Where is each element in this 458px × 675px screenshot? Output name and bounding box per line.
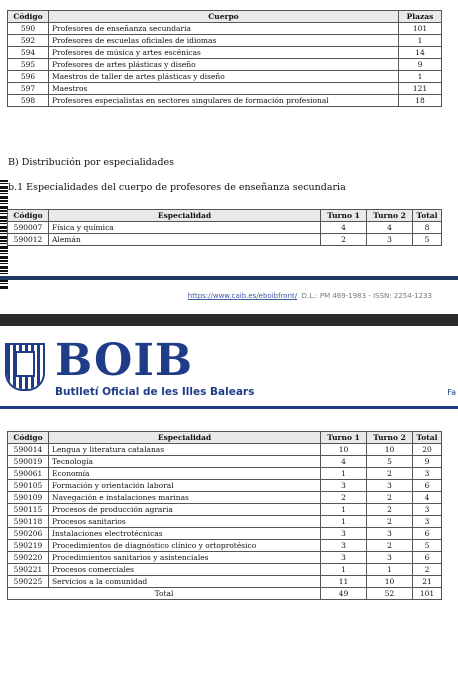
table-row	[8, 504, 442, 516]
table-cell: 4	[367, 222, 413, 234]
table-cell: 2	[413, 564, 442, 576]
table-cell: 3	[367, 528, 413, 540]
table-cell: 590105	[8, 480, 49, 492]
table-cell: 3	[413, 504, 442, 516]
table-row	[8, 540, 442, 552]
column-header: Cuerpo	[49, 11, 399, 23]
table-cell: Procedimientos de diagnóstico clínico y ortoprotésico	[49, 540, 321, 552]
table-cell: 2	[367, 504, 413, 516]
column-header: Especialidad	[49, 210, 321, 222]
table-cell: 4	[413, 492, 442, 504]
table-cell: 6	[413, 480, 442, 492]
table-row	[8, 35, 442, 47]
table-row	[8, 71, 442, 83]
table-cell: 590220	[8, 552, 49, 564]
table-cell: 8	[413, 222, 442, 234]
table-cell: 590007	[8, 222, 49, 234]
table-cell: 590221	[8, 564, 49, 576]
table-cell: 2	[367, 492, 413, 504]
footer-rule	[0, 276, 458, 280]
boib-shield-icon	[5, 343, 45, 391]
column-header: Código	[8, 210, 49, 222]
table-cell: 1	[321, 468, 367, 480]
table-cell: 5	[367, 456, 413, 468]
table-cell: 590061	[8, 468, 49, 480]
table-row	[8, 576, 442, 588]
table-cell: Maestros	[49, 83, 399, 95]
table-cell: 2	[367, 468, 413, 480]
table-cell: 2	[321, 492, 367, 504]
table-row	[8, 47, 442, 59]
table-header-row	[8, 210, 442, 222]
table-cell: Procedimientos sanitarios y asistenciales	[49, 552, 321, 564]
table-row	[8, 528, 442, 540]
table-cell: 4	[321, 222, 367, 234]
table-cell: 5	[413, 540, 442, 552]
table-cell: 6	[413, 528, 442, 540]
column-header: Total	[413, 210, 442, 222]
table-cell: Profesores de escuelas oficiales de idiomas	[49, 35, 399, 47]
table-cell: 595	[8, 59, 49, 71]
table-cell: 6	[413, 552, 442, 564]
total-cell: 101	[413, 588, 442, 600]
table-cell: Profesores especialistas en sectores singulares de formación profesional	[49, 95, 399, 107]
boib-logo: BOIB	[55, 335, 194, 386]
table-cell: 10	[367, 576, 413, 588]
table-cell: 598	[8, 95, 49, 107]
table-row	[8, 492, 442, 504]
table-row	[8, 456, 442, 468]
table-cell: Profesores de artes plásticas y diseño	[49, 59, 399, 71]
column-header: Especialidad	[49, 432, 321, 444]
table-cell: Procesos sanitarios	[49, 516, 321, 528]
total-label: Total	[8, 588, 321, 600]
table-cell: 590109	[8, 492, 49, 504]
column-header: Turno 1	[321, 210, 367, 222]
column-header: Turno 1	[321, 432, 367, 444]
table-cell: Alemán	[49, 234, 321, 246]
table-cell: 590014	[8, 444, 49, 456]
table-cell: 590219	[8, 540, 49, 552]
table-cell: 590115	[8, 504, 49, 516]
table-cell: 21	[413, 576, 442, 588]
especialidades-table-b	[7, 431, 442, 600]
table-cell: 590019	[8, 456, 49, 468]
table-cell: 1	[321, 564, 367, 576]
table-cell: 18	[399, 95, 442, 107]
column-header: Turno 2	[367, 432, 413, 444]
table-cell: 592	[8, 35, 49, 47]
column-header: Total	[413, 432, 442, 444]
especialidades-table-a	[7, 209, 442, 246]
table-cell: 1	[367, 564, 413, 576]
column-header: Código	[8, 11, 49, 23]
boib-link[interactable]: https://www.caib.es/eboibfront/	[187, 292, 298, 300]
table-cell: 1	[399, 35, 442, 47]
table-cell: 121	[399, 83, 442, 95]
boib-subtitle: Butlletí Oficial de les Illes Balears	[55, 386, 255, 398]
table-cell: 590	[8, 23, 49, 35]
table-cell: 2	[367, 516, 413, 528]
table-cell: Formación y orientación laboral	[49, 480, 321, 492]
table-row	[8, 222, 442, 234]
column-header: Turno 2	[367, 210, 413, 222]
table-cell: 3	[413, 468, 442, 480]
table-cell: 597	[8, 83, 49, 95]
column-header: Plazas	[399, 11, 442, 23]
table-cell: 3	[367, 234, 413, 246]
table-cell: 20	[413, 444, 442, 456]
table-cell: Lengua y literatura catalanas	[49, 444, 321, 456]
table-cell: 596	[8, 71, 49, 83]
table-cell: 10	[367, 444, 413, 456]
table-cell: 4	[321, 456, 367, 468]
page-separator	[0, 314, 458, 326]
table-cell: Instalaciones electrotécnicas	[49, 528, 321, 540]
table-row	[8, 234, 442, 246]
table-cell: 594	[8, 47, 49, 59]
section-b-heading: B) Distribución por especialidades	[8, 157, 175, 168]
table-cell: Economía	[49, 468, 321, 480]
table-cell: Física y química	[49, 222, 321, 234]
table-row	[8, 480, 442, 492]
table-cell: 2	[367, 540, 413, 552]
table-header-row	[8, 432, 442, 444]
table-cell: Profesores de música y artes escénicas	[49, 47, 399, 59]
table-cell: 5	[413, 234, 442, 246]
table-cell: 101	[399, 23, 442, 35]
header-right-text: Fa	[447, 388, 456, 397]
table-cell: 3	[321, 540, 367, 552]
table-cell: Navegación e instalaciones marinas	[49, 492, 321, 504]
table-cell: 590012	[8, 234, 49, 246]
table-cell: 1	[399, 71, 442, 83]
table-cell: 3	[413, 516, 442, 528]
table-row	[8, 83, 442, 95]
table-cell: 3	[321, 480, 367, 492]
table-cell: 590225	[8, 576, 49, 588]
table-cell: 1	[321, 504, 367, 516]
table-cell: Tecnología	[49, 456, 321, 468]
table-row	[8, 468, 442, 480]
table-cell: 1	[321, 516, 367, 528]
total-cell: 49	[321, 588, 367, 600]
table-row	[8, 444, 442, 456]
page-footer	[188, 292, 432, 300]
table-cell: 3	[367, 552, 413, 564]
table-cell: 590118	[8, 516, 49, 528]
table-row	[8, 552, 442, 564]
table-cell: 14	[399, 47, 442, 59]
table-cell: 3	[321, 528, 367, 540]
table-cell: 10	[321, 444, 367, 456]
table-cell: 9	[399, 59, 442, 71]
table-cell: Procesos comerciales	[49, 564, 321, 576]
table-cell: 3	[367, 480, 413, 492]
section-b1-heading: b.1 Especialidades del cuerpo de profesores de enseñanza secundaria	[8, 182, 346, 193]
table-cell: 9	[413, 456, 442, 468]
header-rule	[0, 406, 458, 409]
table-cell: Servicios a la comunidad	[49, 576, 321, 588]
table-row	[8, 564, 442, 576]
table-cell: 590206	[8, 528, 49, 540]
column-header: Código	[8, 432, 49, 444]
cuerpos-table	[7, 10, 442, 107]
table-row	[8, 59, 442, 71]
total-cell: 52	[367, 588, 413, 600]
table-cell: Profesores de enseñanza secundaria	[49, 23, 399, 35]
table-row	[8, 516, 442, 528]
table-row	[8, 23, 442, 35]
table-cell: 3	[321, 552, 367, 564]
legal-deposit: D.L.: PM 469-1983 - ISSN: 2254-1233	[301, 292, 432, 300]
table-header-row	[8, 11, 442, 23]
table-cell: 2	[321, 234, 367, 246]
table-cell: Procesos de producción agraria	[49, 504, 321, 516]
total-row	[8, 588, 442, 600]
table-cell: Maestros de taller de artes plásticas y diseño	[49, 71, 399, 83]
table-cell: 11	[321, 576, 367, 588]
table-row	[8, 95, 442, 107]
